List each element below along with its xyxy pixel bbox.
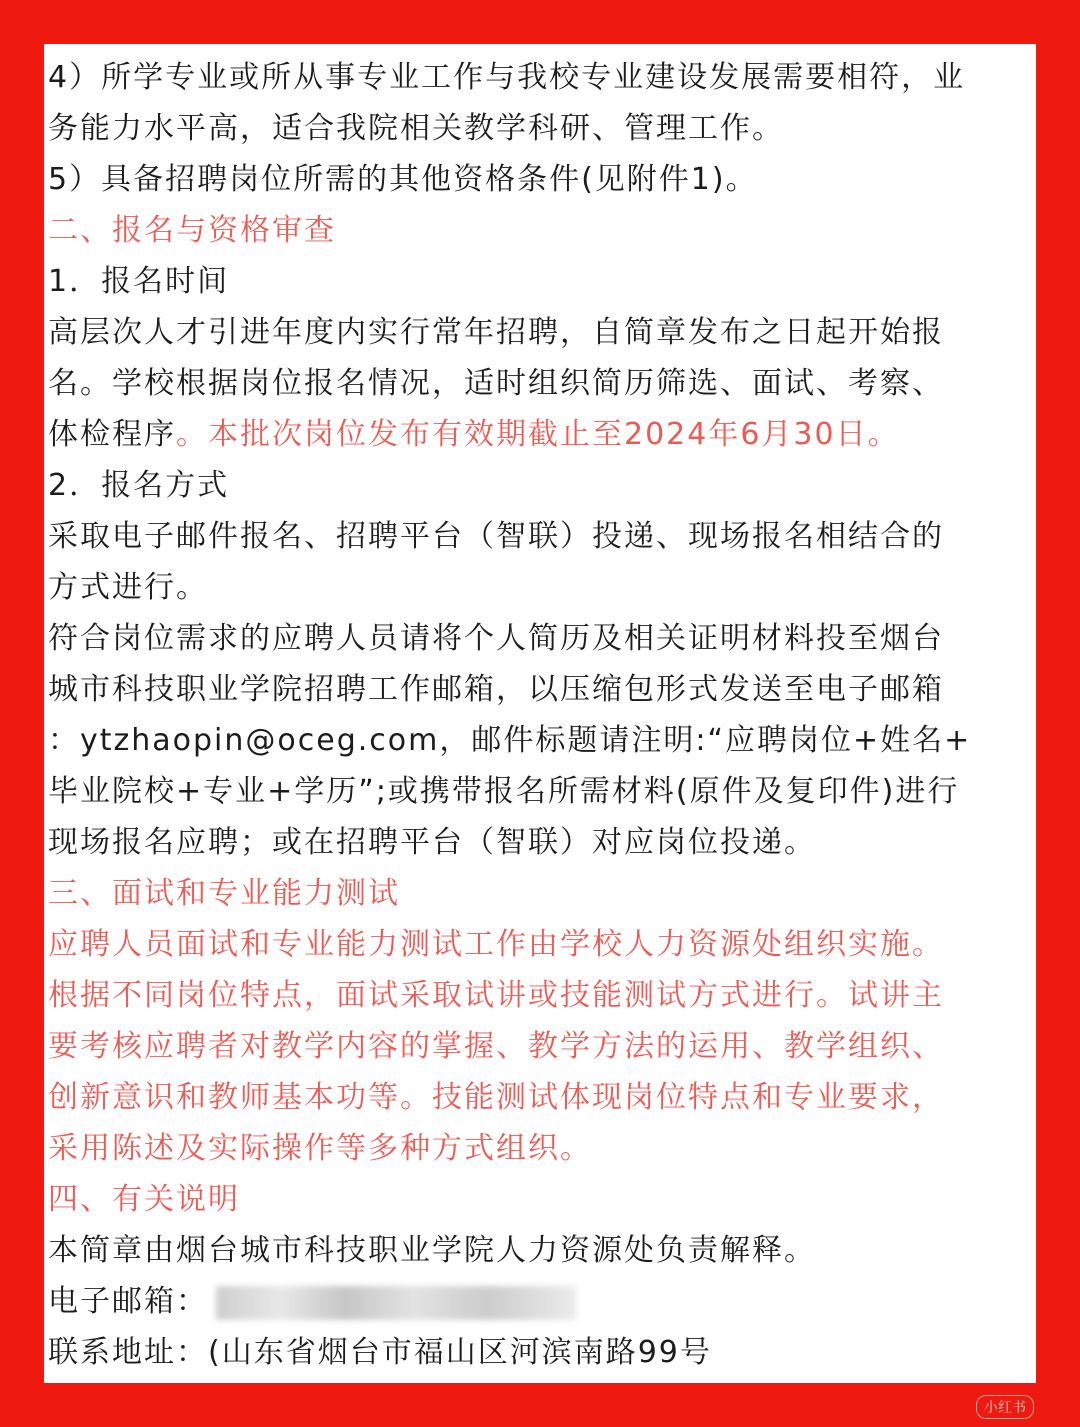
text-line-highlight: 采用陈述及实际操作等多种方式组织。: [48, 1131, 592, 1166]
section-heading-registration: 二、报名与资格审查: [48, 213, 336, 248]
blurred-email: [216, 1286, 576, 1320]
text-line-highlight: 要考核应聘者对教学内容的掌握、教学方法的运用、教学组织、: [48, 1029, 944, 1064]
text-line: 方式进行。: [48, 570, 208, 605]
text-line-highlight: 创新意识和教师基本功等。技能测试体现岗位特点和专业要求，: [48, 1080, 944, 1115]
email-line: ：ytzhaopin@oceg.com，邮件标题请注明:“应聘岗位+姓名+: [48, 723, 972, 758]
document-card: [44, 44, 1036, 1383]
text-line: 城市科技职业学院招聘工作邮箱，以压缩包形式发送至电子邮箱: [48, 672, 944, 707]
text-line: 毕业院校+专业+学历”;或携带报名所需材料(原件及复印件)进行: [48, 774, 960, 809]
deadline-notice: 。本批次岗位发布有效期截止至2024年6月30日。: [176, 417, 900, 452]
text-line: 名。学校根据岗位报名情况，适时组织简历筛选、面试、考察、: [48, 366, 944, 401]
text-line: 高层次人才引进年度内实行常年招聘，自简章发布之日起开始报: [48, 315, 944, 350]
section-heading-interview: 三、面试和专业能力测试: [48, 876, 400, 911]
text-line: 现场报名应聘；或在招聘平台（智联）对应岗位投递。: [48, 825, 816, 860]
contact-address-line: 联系地址：(山东省烟台市福山区河滨南路99号: [48, 1335, 712, 1370]
contact-email-line: [48, 1276, 1032, 1327]
subheading-registration-time: 1．报名时间: [48, 264, 230, 299]
text-line: 4）所学专业或所从事专业工作与我校专业建设发展需要相符，业: [48, 60, 966, 95]
subheading-registration-method: 2．报名方式: [48, 468, 230, 503]
text-line: 本简章由烟台城市科技职业学院人力资源处负责解释。: [48, 1233, 816, 1268]
section-heading-notes: 四、有关说明: [48, 1182, 240, 1217]
text-line: 采取电子邮件报名、招聘平台（智联）投递、现场报名相结合的: [48, 519, 944, 554]
text-line-highlight: 应聘人员面试和专业能力测试工作由学校人力资源处组织实施。: [48, 927, 944, 962]
watermark-logo: 小红书: [976, 1395, 1034, 1419]
text-line-highlight: 根据不同岗位特点，面试采取试讲或技能测试方式进行。试讲主: [48, 978, 944, 1013]
contact-email-label: 电子邮箱：: [48, 1284, 208, 1319]
text-line: 务能力水平高，适合我院相关教学科研、管理工作。: [48, 111, 784, 146]
text-line: 符合岗位需求的应聘人员请将个人简历及相关证明材料投至烟台: [48, 621, 944, 656]
text-line-mixed: [48, 409, 1032, 460]
text-segment: 体检程序: [48, 417, 176, 452]
text-line: 5）具备招聘岗位所需的其他资格条件(见附件1)。: [48, 162, 758, 197]
